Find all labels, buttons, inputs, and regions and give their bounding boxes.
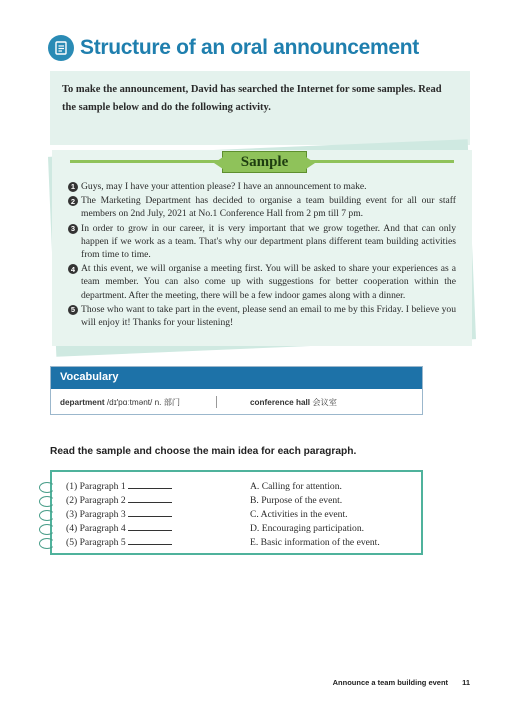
vocabulary-word: conference hall — [250, 397, 311, 407]
vocabulary-definition: /dɪ'pɑːtmənt/ n. 部门 — [106, 397, 181, 407]
paragraph-text: The Marketing Department has decided to organise a team building event for all our staff members on 2nd July, 2021 at No.1 Conference Hall from 2 pm till 7 pm. — [81, 195, 456, 220]
vocabulary-definition: 会议室 — [312, 397, 337, 407]
match-label: (5) Paragraph 5 — [66, 537, 126, 548]
activity-instruction: Read the sample and choose the main idea for each paragraph. — [50, 446, 357, 457]
answer-blank[interactable] — [128, 495, 172, 503]
ring-icon — [39, 496, 55, 507]
ring-icon — [39, 510, 55, 521]
vocabulary-item — [241, 397, 406, 408]
ring-icon — [39, 538, 55, 549]
vocabulary-item — [51, 397, 216, 408]
answer-blank[interactable] — [128, 523, 172, 531]
paragraph-text: At this event, we will organise a meeting first. You will be asked to share your experiences as a team member. You can also come up with suggestions for better cooperation within the department. After the meeting, there will be a few indoor games along with a dinner. — [81, 263, 456, 301]
paragraph-text: In order to grow in our career, it is very important that we grow together. And that can only happen if we work as a team. That's why our department plans different team building activities from time to time. — [81, 222, 456, 261]
main-idea-option: D. Encouraging participation. — [250, 523, 365, 534]
unit-title: Announce a team building event — [332, 678, 449, 687]
sample-label: Sample — [222, 151, 307, 173]
vocabulary-box — [50, 366, 423, 415]
paragraph-number: 5 — [68, 305, 78, 315]
ring-icon — [39, 482, 55, 493]
match-label: (2) Paragraph 2 — [66, 495, 126, 506]
page-header — [48, 35, 419, 61]
paragraph-2 — [68, 194, 456, 220]
vocabulary-divider — [216, 396, 217, 408]
main-idea-option: C. Activities in the event. — [250, 509, 348, 520]
answer-blank[interactable] — [128, 537, 172, 545]
match-item — [66, 522, 172, 536]
paragraph-number: 1 — [68, 182, 78, 192]
main-idea-column — [250, 480, 380, 550]
page-footer — [333, 678, 470, 687]
page-number: 11 — [462, 678, 470, 687]
vocabulary-word: department — [60, 397, 105, 407]
paragraph-4 — [68, 262, 456, 302]
vocabulary-list — [51, 389, 422, 415]
match-label: (4) Paragraph 4 — [66, 523, 126, 534]
paragraph-5 — [68, 303, 456, 329]
match-item — [66, 536, 172, 550]
answer-blank[interactable] — [128, 481, 172, 489]
main-idea-option: E. Basic information of the event. — [250, 537, 380, 548]
paragraph-3 — [68, 222, 456, 262]
main-idea-option: B. Purpose of the event. — [250, 495, 343, 506]
vocabulary-heading: Vocabulary — [51, 367, 422, 389]
paragraph-1 — [68, 180, 456, 193]
paragraph-number: 4 — [68, 264, 78, 274]
intro-box: To make the announcement, David has searched the Internet for some samples. Read the sample below and do the following activity. — [50, 71, 470, 145]
paragraph-number: 2 — [68, 196, 78, 206]
answer-blank[interactable] — [128, 509, 172, 517]
notebook-rings — [39, 482, 59, 552]
match-item — [66, 480, 172, 494]
paragraph-text: Guys, may I have your attention please? I have an announcement to make. — [81, 181, 367, 192]
sample-paragraphs — [68, 180, 456, 330]
match-label: (1) Paragraph 1 — [66, 481, 126, 492]
main-idea-option: A. Calling for attention. — [250, 481, 342, 492]
paragraph-column — [66, 480, 172, 550]
match-item — [66, 508, 172, 522]
paragraph-text: Those who want to take part in the event, please send an email to me by this Friday. I believe you will enjoy it! Thanks for your listening! — [81, 303, 456, 329]
match-item — [66, 494, 172, 508]
page-title: Structure of an oral announcement — [80, 36, 419, 59]
checklist-icon — [48, 35, 74, 61]
match-label: (3) Paragraph 3 — [66, 509, 126, 520]
ring-icon — [39, 524, 55, 535]
paragraph-number: 3 — [68, 224, 78, 234]
